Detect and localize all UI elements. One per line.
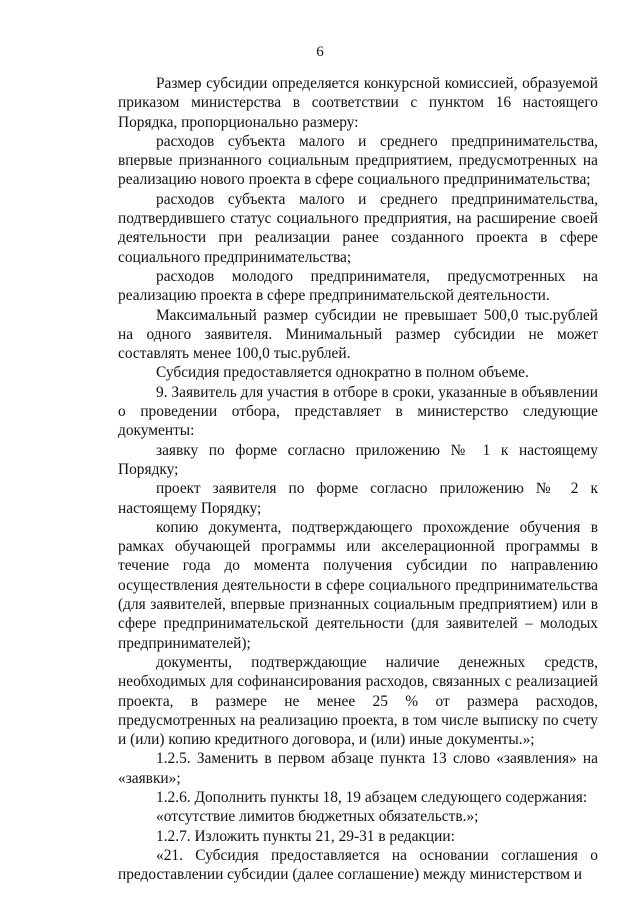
paragraph-training-document: копию документа, подтверждающего прохождение обучения в рамках обучающей программы или акселерационной программы в течение года до момента получения субсидии по направлению осуществления деятельности в сфере социального предпринимательства (для заявителей, впервые признанных социальным предприятием) или в сфере предпринимательской деятельности (для заявителей – молодых предпринимателей);: [118, 518, 598, 652]
paragraph-item-9: 9. Заявитель для участия в отборе в сроки, указанные в объявлении о проведении отбора, представляет в министерство следующие документы:: [118, 383, 598, 440]
paragraph-expenses-young-entrepreneur: расходов молодого предпринимателя, предусмотренных на реализацию проекта в сфере предпринимательской деятельности.: [118, 267, 598, 305]
paragraph-budget-limits: «отсутствие лимитов бюджетных обязательств.»;: [156, 808, 479, 826]
paragraph-subsidy-limits: Максимальный размер субсидии не превышает 500,0 тыс.рублей на одного заявителя. Минимальный размер субсидии не может составлять менее 100,0 тыс.рублей.: [118, 306, 598, 363]
paragraph-one-time-subsidy: Субсидия предоставляется однократно в полном объеме.: [156, 364, 529, 382]
document-body: [118, 74, 598, 884]
page-number: 6: [316, 44, 324, 60]
paragraph-item-21: «21. Субсидия предоставляется на основании соглашения о предоставлении субсидии (далее соглашение) между министерством и: [118, 846, 598, 884]
paragraph-application-form: заявку по форме согласно приложению № 1 к настоящему Порядку;: [118, 441, 598, 478]
paragraph-1-2-6: 1.2.6. Дополнить пункты 18, 19 абзацем следующего содержания:: [156, 788, 588, 806]
paragraph-project-form: проект заявителя по форме согласно приложению № 2 к настоящему Порядку;: [118, 480, 598, 517]
paragraph-expenses-confirmed-social-enterprise: расходов субъекта малого и среднего предпринимательства, подтвердившего статус социального предприятия, на расширение своей деятельности при реализации ранее созданного проекта в сфере социального предпринимательства;: [118, 190, 598, 266]
paragraph-1-2-5: 1.2.5. Заменить в первом абзаце пункта 13 слово «заявления» на «заявки»;: [118, 750, 598, 787]
paragraph-cofinancing-documents: документы, подтверждающие наличие денежных средств, необходимых для софинансирования расходов, связанных с реализацией проекта, в размере не менее 25 % от размера расходов, предусмотренных на реализацию проекта, в том числе выписку по счету и (или) копию кредитного договора, и (или) иные документы.»;: [118, 653, 598, 749]
paragraph-expenses-new-social-enterprise: расходов субъекта малого и среднего предпринимательства, впервые признанного социальным предприятием, предусмотренных на реализацию нового проекта в сфере социального предпринимательства;: [118, 132, 598, 189]
paragraph-1-2-7: 1.2.7. Изложить пункты 21, 29-31 в редакции:: [156, 827, 455, 845]
paragraph-subsidy-size: Размер субсидии определяется конкурсной комиссией, образуемой приказом министерства в соответствии с пунктом 16 настоящего Порядка, пропорционально размеру:: [118, 75, 598, 131]
